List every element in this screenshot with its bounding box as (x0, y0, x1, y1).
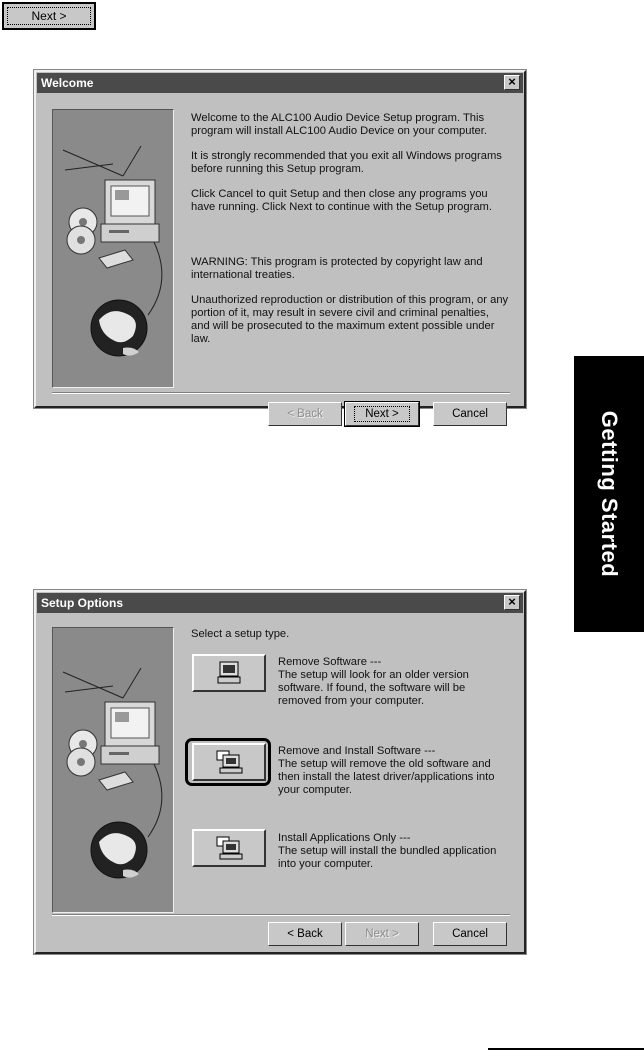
next-button[interactable] (345, 402, 419, 426)
welcome-title: Welcome (41, 76, 94, 90)
option-title: Remove Software --- (278, 656, 382, 668)
setup-illustration (52, 109, 174, 388)
next-button-label: Next > (365, 928, 399, 940)
setup-illustration (52, 627, 174, 913)
computer-install-icon (214, 749, 244, 775)
section-tab (574, 356, 644, 632)
welcome-titlebar (37, 73, 523, 93)
cancel-button[interactable] (433, 402, 507, 426)
install-applications-option (278, 832, 510, 871)
option-title: Install Applications Only --- (278, 832, 411, 844)
option-description: The setup will install the bundled application into your computer. (278, 845, 497, 870)
back-button[interactable] (268, 402, 342, 426)
welcome-paragraph: Welcome to the ALC100 Audio Device Setup program. This program will install ALC100 Audio Device on your computer. (191, 112, 487, 137)
install-applications-button[interactable] (192, 829, 266, 867)
close-icon[interactable]: × (504, 75, 520, 90)
cancel-button-label: Cancel (452, 928, 488, 940)
option-description: The setup will look for an older version software. If found, the software will be removed from your computer. (278, 669, 469, 707)
back-button-label: < Back (287, 408, 323, 420)
computer-icon (215, 660, 243, 686)
option-title: Remove and Install Software --- (278, 745, 436, 757)
back-button[interactable] (268, 922, 342, 946)
next-button[interactable] (345, 922, 419, 946)
computer-globe-icon (53, 110, 174, 388)
warning-paragraph: Unauthorized reproduction or distribution of this program, or any portion of it, may result in severe civil and criminal penalties, and will be prosecuted to the maximum extent possible under law. (191, 294, 509, 345)
back-button-label: < Back (287, 928, 323, 940)
next-button-label: Next > (354, 406, 410, 422)
setup-options-dialog (34, 590, 526, 954)
remove-software-button[interactable] (192, 654, 266, 692)
setup-prompt: Select a setup type. (191, 628, 290, 640)
footer-rule (488, 1048, 644, 1050)
cancel-button-label: Cancel (452, 408, 488, 420)
cancel-button[interactable] (433, 922, 507, 946)
remove-software-option (278, 656, 510, 708)
remove-and-install-option (278, 745, 510, 797)
setup-options-titlebar (37, 593, 523, 613)
welcome-body (191, 112, 510, 358)
close-icon[interactable]: × (504, 595, 520, 610)
welcome-paragraph: It is strongly recommended that you exit all Windows programs before running this Setup program. (191, 150, 502, 175)
warning-paragraph: WARNING: This program is protected by copyright law and international treaties. (191, 256, 483, 281)
remove-and-install-button[interactable] (192, 743, 266, 781)
button-separator (52, 392, 510, 394)
button-separator (52, 914, 510, 916)
next-button-label: Next > (7, 7, 91, 25)
section-tab-label: Getting Started (597, 410, 622, 578)
computer-install-icon (214, 835, 244, 861)
welcome-dialog (34, 70, 526, 420)
computer-globe-icon (53, 628, 174, 913)
setup-options-title: Setup Options (41, 596, 123, 610)
next-button-sample[interactable] (2, 2, 96, 30)
option-description: The setup will remove the old software and then install the latest driver/applications into your computer. (278, 758, 495, 796)
welcome-paragraph: Click Cancel to quit Setup and then close any programs you have running. Click Next to continue with the Setup program. (191, 188, 492, 213)
